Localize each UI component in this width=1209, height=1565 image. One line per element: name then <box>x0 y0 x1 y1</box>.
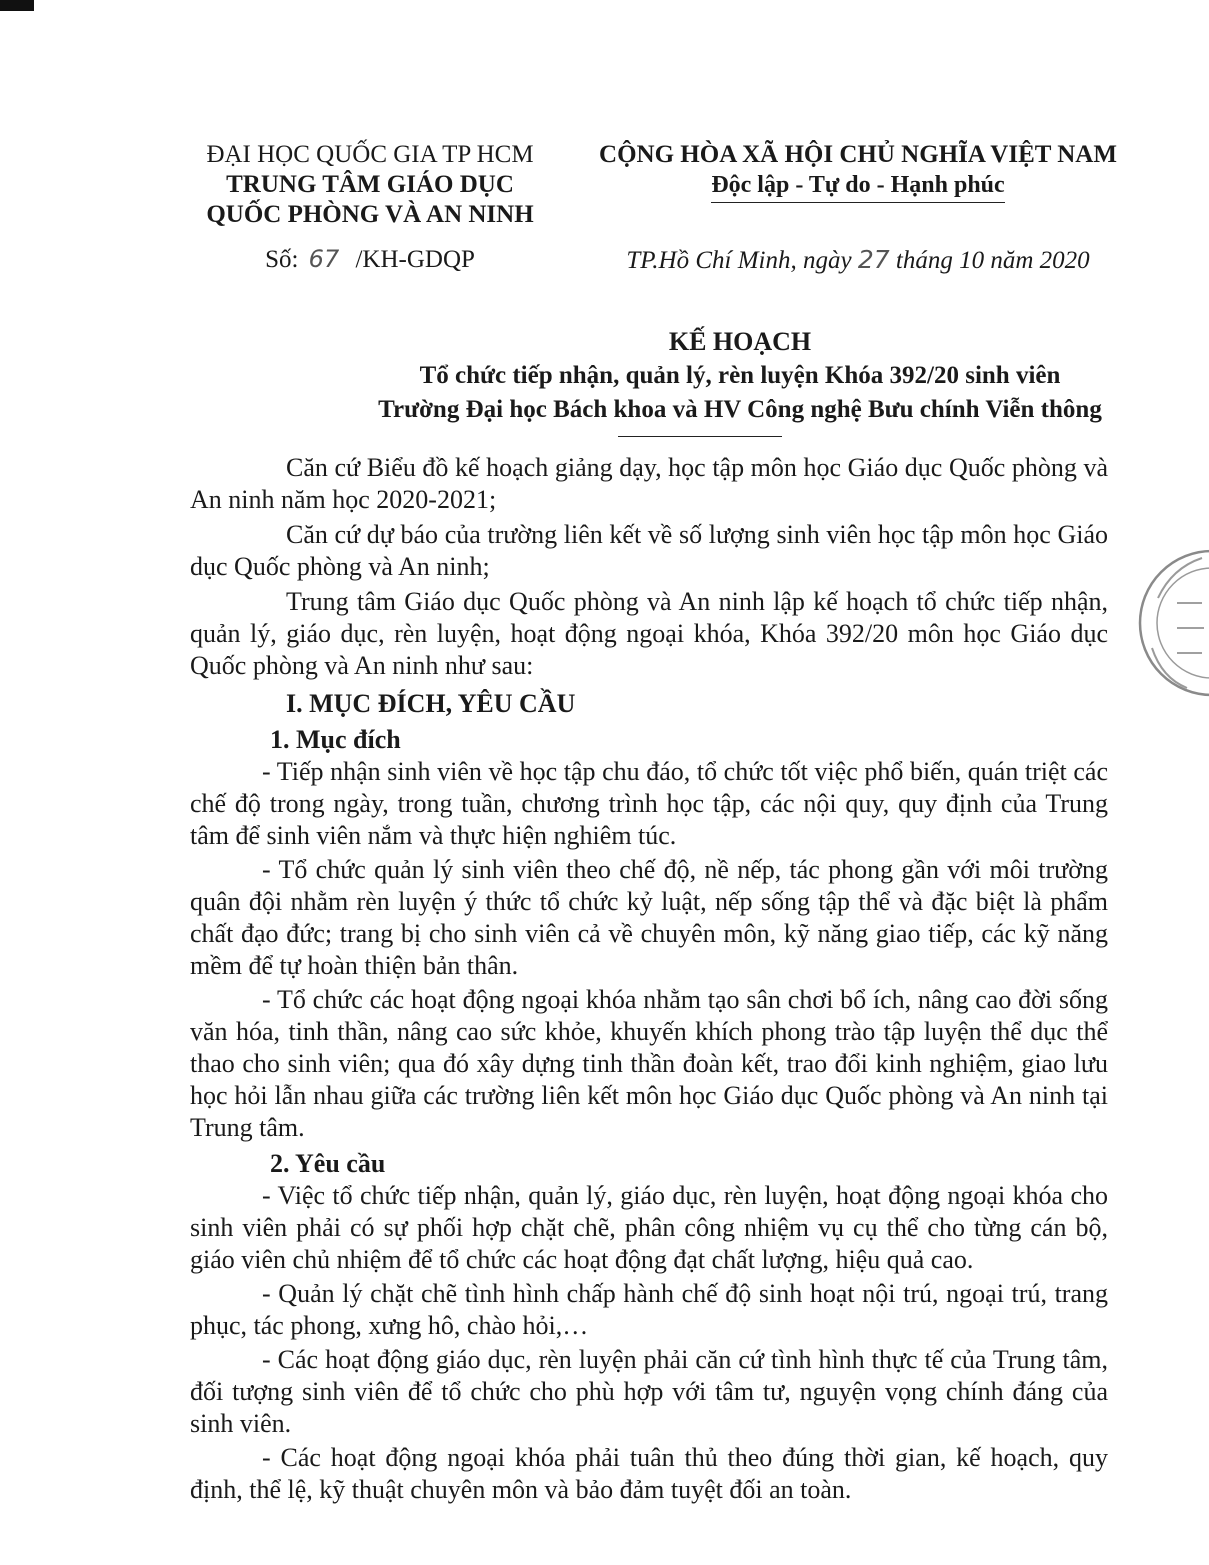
issuing-organization <box>190 140 550 275</box>
requirement-item-3: - Các hoạt động giáo dục, rèn luyện phải căn cứ tình hình thực tế của Trung tâm, đối tượng sinh viên để tổ chức cho phù hợp với tâm tư, nguyện vọng chính đáng của sinh viên. <box>190 1345 1108 1438</box>
subsection-heading-purpose: 1. Mục đích <box>270 725 401 754</box>
document-date <box>578 245 1138 276</box>
date-prefix: TP.Hồ Chí Minh, ngày <box>626 247 852 274</box>
so-number: 67 <box>308 245 340 273</box>
country-name: CỘNG HÒA XÃ HỘI CHỦ NGHĨA VIỆT NAM <box>599 141 1117 168</box>
subsection-heading-requirements: 2. Yêu cầu <box>270 1149 386 1178</box>
basis-paragraph-3: Trung tâm Giáo dục Quốc phòng và An ninh lập kế hoạch tổ chức tiếp nhận, quản lý, giáo dục, rèn luyện, hoạt động ngoại khóa, Khóa 392/20 môn học Giáo dục Quốc phòng và An ninh như sau: <box>190 587 1108 680</box>
date-day: 27 <box>857 245 890 274</box>
org-line-1: ĐẠI HỌC QUỐC GIA TP HCM <box>206 141 534 168</box>
requirement-item-2: - Quản lý chặt chẽ tình hình chấp hành chế độ sinh hoạt nội trú, ngoại trú, trang phục, tác phong, xưng hô, chào hỏi,… <box>190 1279 1108 1340</box>
title-subtitle-1: Tổ chức tiếp nhận, quản lý, rèn luyện Khóa 392/20 sinh viên <box>419 362 1061 389</box>
section-heading-1: I. MỤC ĐÍCH, YÊU CẦU <box>286 689 576 718</box>
title-subtitle-2: Trường Đại học Bách khoa và HV Công nghệ Bưu chính Viễn thông <box>378 396 1102 423</box>
scan-corner-mark <box>0 0 34 11</box>
document-body <box>190 452 1108 1508</box>
so-code: /KH-GDQP <box>355 246 475 273</box>
requirement-item-1: - Việc tổ chức tiếp nhận, quản lý, giáo dục, rèn luyện, hoạt động ngoại khóa cho sinh viên phải có sự phối hợp chặt chẽ, phân công nhiệm vụ cụ thể cho từng cán bộ, giáo viên chủ nhiệm để tổ chức các hoạt động đạt chất lượng, hiệu quả cao. <box>190 1181 1108 1274</box>
basis-paragraph-1: Căn cứ Biểu đồ kế hoạch giảng dạy, học tập môn học Giáo dục Quốc phòng và An ninh năm học 2020-2021; <box>190 453 1108 514</box>
official-seal-icon <box>1132 528 1209 718</box>
org-line-3: QUỐC PHÒNG VÀ AN NINH <box>206 201 534 228</box>
national-motto: Độc lập - Tự do - Hạnh phúc <box>711 170 1004 203</box>
document-number <box>190 244 550 275</box>
requirement-item-4: - Các hoạt động ngoại khóa phải tuân thủ theo đúng thời gian, kế hoạch, quy định, thể lệ, kỹ thuật chuyên môn và bảo đảm tuyệt đối an toàn. <box>190 1443 1108 1504</box>
national-heading <box>578 140 1138 276</box>
title-underline <box>618 436 782 437</box>
date-suffix: tháng 10 năm 2020 <box>895 247 1090 274</box>
purpose-item-1: - Tiếp nhận sinh viên về học tập chu đáo, tổ chức tốt việc phổ biến, quán triệt các chế độ trong ngày, trong tuần, chương trình học tập, các nội quy, quy định của Trung tâm để sinh viên nắm và thực hiện nghiêm túc. <box>190 757 1108 850</box>
document-title <box>300 325 1180 427</box>
purpose-item-2: - Tổ chức quản lý sinh viên theo chế độ, nề nếp, tác phong gần với môi trường quân đội nhằm rèn luyện ý thức tổ chức kỷ luật, nếp sống tập thể và đặc biệt là phẩm chất đạo đức; trang bị cho sinh viên cả về chuyên môn, kỹ năng giao tiếp, các kỹ năng mềm để tự hoàn thiện bản thân. <box>190 855 1108 980</box>
purpose-item-3: - Tổ chức các hoạt động ngoại khóa nhằm tạo sân chơi bổ ích, nâng cao đời sống văn hóa, tinh thần, nâng cao sức khỏe, khuyến khích phong trào tập luyện thể dục thể thao cho sinh viên; qua đó xây dựng tinh thần đoàn kết, trao đổi kinh nghiệm, giao lưu học hỏi lẫn nhau giữa các trường liên kết môn học Giáo dục Quốc phòng và An ninh tại Trung tâm. <box>190 985 1108 1142</box>
org-line-2: TRUNG TÂM GIÁO DỤC <box>226 171 514 198</box>
basis-paragraph-2: Căn cứ dự báo của trường liên kết về số lượng sinh viên học tập môn học Giáo dục Quốc phòng và An ninh; <box>190 520 1108 581</box>
title-main: KẾ HOẠCH <box>668 327 812 356</box>
so-label: Số: <box>265 246 299 273</box>
